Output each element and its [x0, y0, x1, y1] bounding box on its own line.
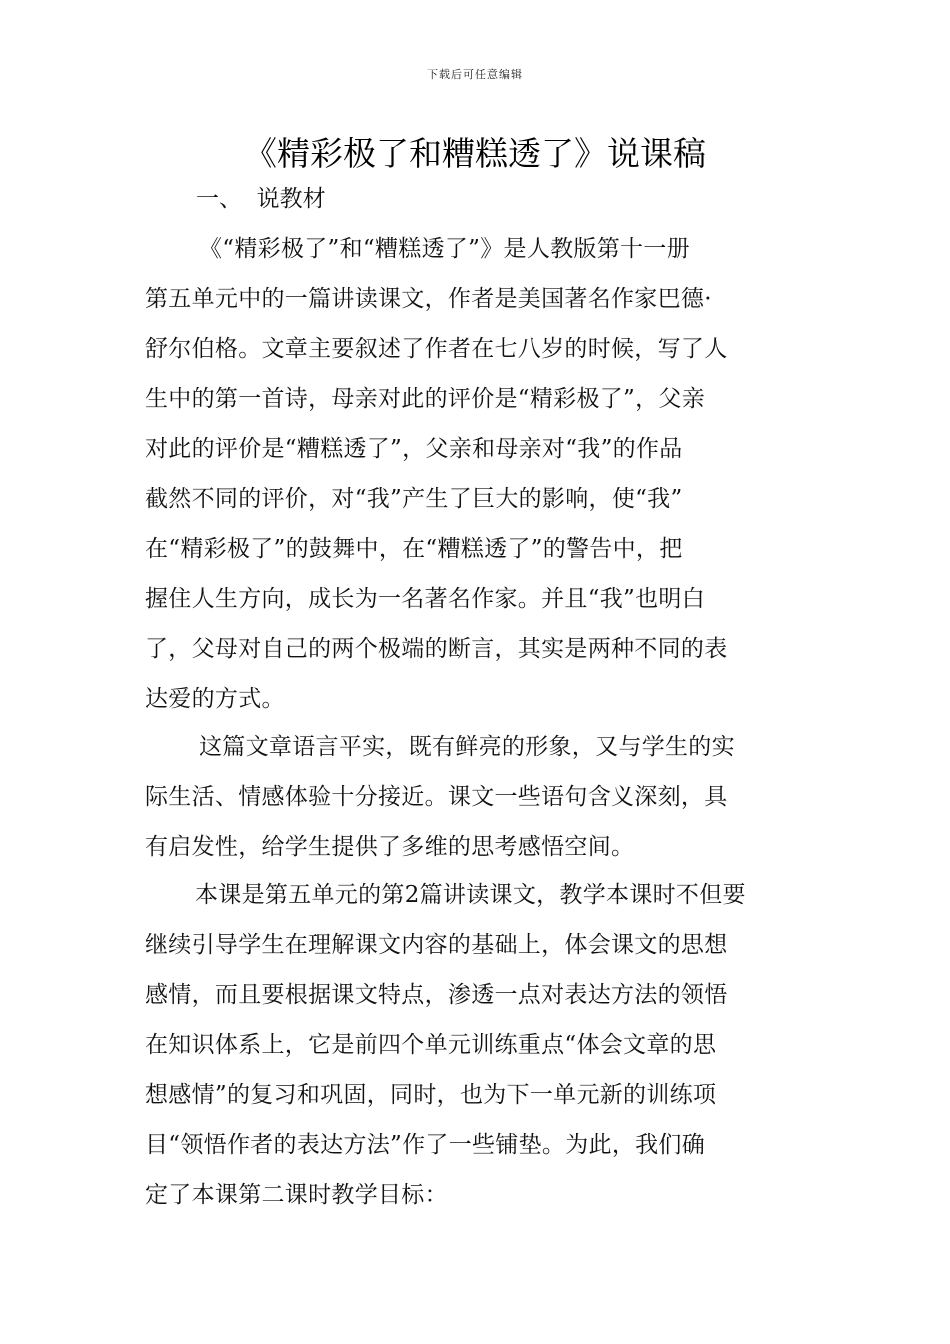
paragraph-line: 了，父母对自己的两个极端的断言，其实是两种不同的表 [145, 636, 728, 662]
paragraph-1 [145, 224, 805, 724]
paragraph-line: 达爱的方式。 [145, 686, 285, 712]
paragraph-2 [145, 722, 805, 872]
paragraph-line: 这篇文章语言平实，既有鲜亮的形象，又与学生的实 [199, 734, 735, 760]
paragraph-line: 握住人生方向，成长为一名著名作家。并且“我”也明白 [145, 586, 706, 612]
paragraph-line: 定了本课第二课时教学目标： [145, 1182, 448, 1208]
paragraph-line: 《“精彩极了”和“糟糕透了”》是人教版第十一册 [199, 236, 690, 262]
paragraph-line: 目“领悟作者的表达方法”作了一些铺垫。为此，我们确 [145, 1132, 706, 1158]
paragraph-line: 有启发性，给学生提供了多维的思考感悟空间。 [145, 834, 635, 860]
paragraph-line: 第五单元中的一篇讲读课文，作者是美国著名作家巴德· [145, 286, 712, 312]
paragraph-line: 生中的第一首诗，母亲对此的评价是“精彩极了”，父亲 [145, 386, 706, 412]
paragraph-line: 截然不同的评价，对“我”产生了巨大的影响，使“我” [145, 486, 683, 512]
paragraph-3 [145, 870, 805, 1220]
section-heading: 一、 说教材 [196, 186, 326, 212]
paragraph-line: 想感情”的复习和巩固，同时，也为下一单元新的训练项 [145, 1082, 717, 1108]
paragraph-line: 继续引导学生在理解课文内容的基础上，体会课文的思想 [145, 932, 728, 958]
paragraph-line: 在“精彩极了”的鼓舞中，在“糟糕透了”的警告中，把 [145, 536, 683, 562]
header-note: 下载后可任意编辑 [427, 68, 523, 81]
paragraph-line: 舒尔伯格。文章主要叙述了作者在七八岁的时候，写了人 [145, 336, 728, 362]
paragraph-line: 感情，而且要根据课文特点，渗透一点对表达方法的领悟 [145, 982, 728, 1008]
paragraph-line: 对此的评价是“糟糕透了”，父亲和母亲对“我”的作品 [145, 436, 683, 462]
paragraph-line: 本课是第五单元的第2篇讲读课文，教学本课时不但要 [195, 882, 746, 908]
document-title: 《精彩极了和糟糕透了》说课稿 [244, 134, 706, 173]
paragraph-line: 在知识体系上，它是前四个单元训练重点“体会文章的思 [145, 1032, 717, 1058]
paragraph-line: 际生活、情感体验十分接近。课文一些语句含义深刻，具 [145, 784, 728, 810]
